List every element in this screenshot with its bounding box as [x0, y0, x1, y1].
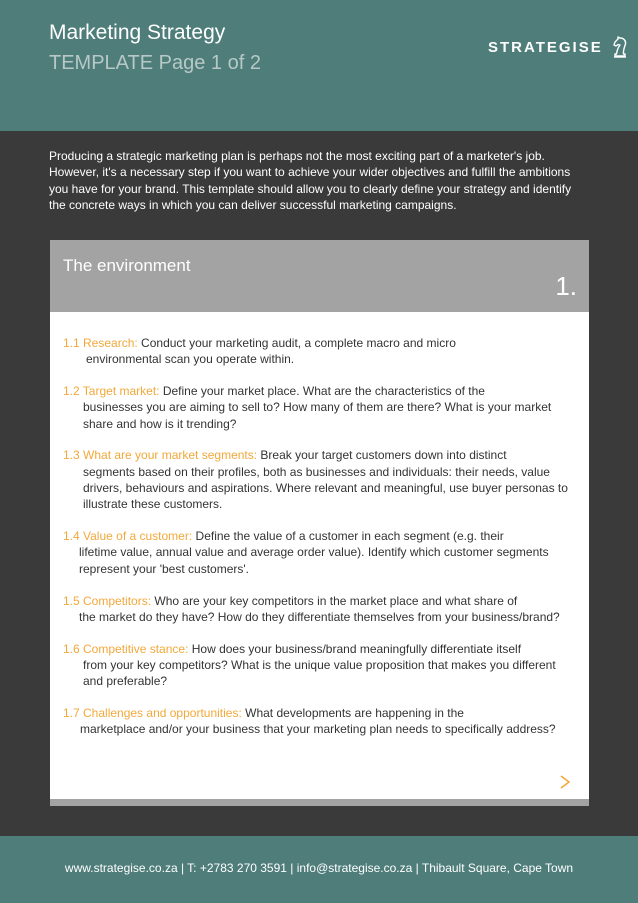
- section-number: 1.: [555, 271, 577, 301]
- item-label: 1.2 Target market:: [63, 384, 160, 399]
- item-text: Define your market place. What are the characteristics of the: [159, 384, 485, 399]
- item-label: 1.7 Challenges and opportunities:: [63, 706, 242, 721]
- item-text-continued: the market do they have? How do they differentiate themselves from your business/brand?: [79, 609, 560, 624]
- item-text-continued: segments based on their profiles, both as businesses and individuals: their needs, value drivers, behaviours and aspirations. Where relevant and meaningful, use buyer personas to illustrate these customers.: [83, 464, 568, 512]
- item-text-continued: lifetime value, annual value and average order value). Identify which customer segments represent your 'best customers'.: [79, 545, 549, 576]
- list-item: [63, 383, 578, 432]
- list-item: [63, 447, 578, 512]
- list-item: [63, 641, 578, 690]
- item-text-continued: marketplace and/or your business that your marketing plan needs to specifically address?: [80, 722, 556, 737]
- list-item: [63, 528, 578, 577]
- item-text: Break your target customers down into distinct: [257, 448, 507, 463]
- item-text: Who are your key competitors in the market place and what share of: [151, 593, 518, 608]
- item-text-continued: from your key competitors? What is the unique value proposition that makes you different and preferable?: [83, 657, 556, 689]
- section-items: [63, 335, 578, 753]
- item-text: Define the value of a customer in each segment (e.g. their: [192, 529, 504, 544]
- page-title: Marketing Strategy: [49, 21, 226, 44]
- section-header: [50, 240, 589, 312]
- list-item: [63, 593, 578, 626]
- section-card: [50, 240, 589, 806]
- brand-logo[interactable]: [488, 36, 629, 58]
- arrow-right-icon[interactable]: [492, 772, 572, 792]
- list-item: [63, 335, 578, 368]
- item-label: 1.3 What are your market segments:: [63, 448, 258, 463]
- footer-contact: www.strategise.co.za | T: +2783 270 3591 | info@strategise.co.za | Thibault Square, Cape Town: [64, 861, 574, 875]
- item-label: 1.1 Research:: [63, 336, 138, 350]
- intro-paragraph: Producing a strategic marketing plan is perhaps not the most exciting part of a marketer's job. However, it's a necessary step if you want to achieve your wider objectives and fulfill the ambitions you have for your brand. This template should allow you to clearly define your strategy and identify the concrete ways in which you can deliver successful marketing campaigns.: [49, 149, 572, 212]
- brand-name: STRATEGISE: [488, 38, 603, 56]
- section-title: The environment: [63, 256, 191, 275]
- item-label: 1.6 Competitive stance:: [63, 641, 189, 656]
- knight-chess-icon: [611, 36, 629, 58]
- header: [0, 0, 638, 131]
- item-text-continued: environmental scan you operate within.: [86, 352, 295, 367]
- item-label: 1.4 Value of a customer:: [63, 529, 193, 544]
- item-text: Conduct your marketing audit, a complete macro and micro: [137, 336, 456, 350]
- item-text: What developments are happening in the: [241, 706, 464, 721]
- item-text-continued: businesses you are aiming to sell to? How many of them are there? What is your market share and how is it trending?: [83, 400, 552, 431]
- card-bottom-bar: [50, 799, 589, 806]
- item-label: 1.5 Competitors:: [63, 593, 152, 608]
- item-text: How does your business/brand meaningfully differentiate itself: [188, 641, 522, 656]
- page-subtitle: TEMPLATE Page 1 of 2: [49, 52, 261, 74]
- list-item: [63, 705, 578, 738]
- footer: [0, 836, 638, 903]
